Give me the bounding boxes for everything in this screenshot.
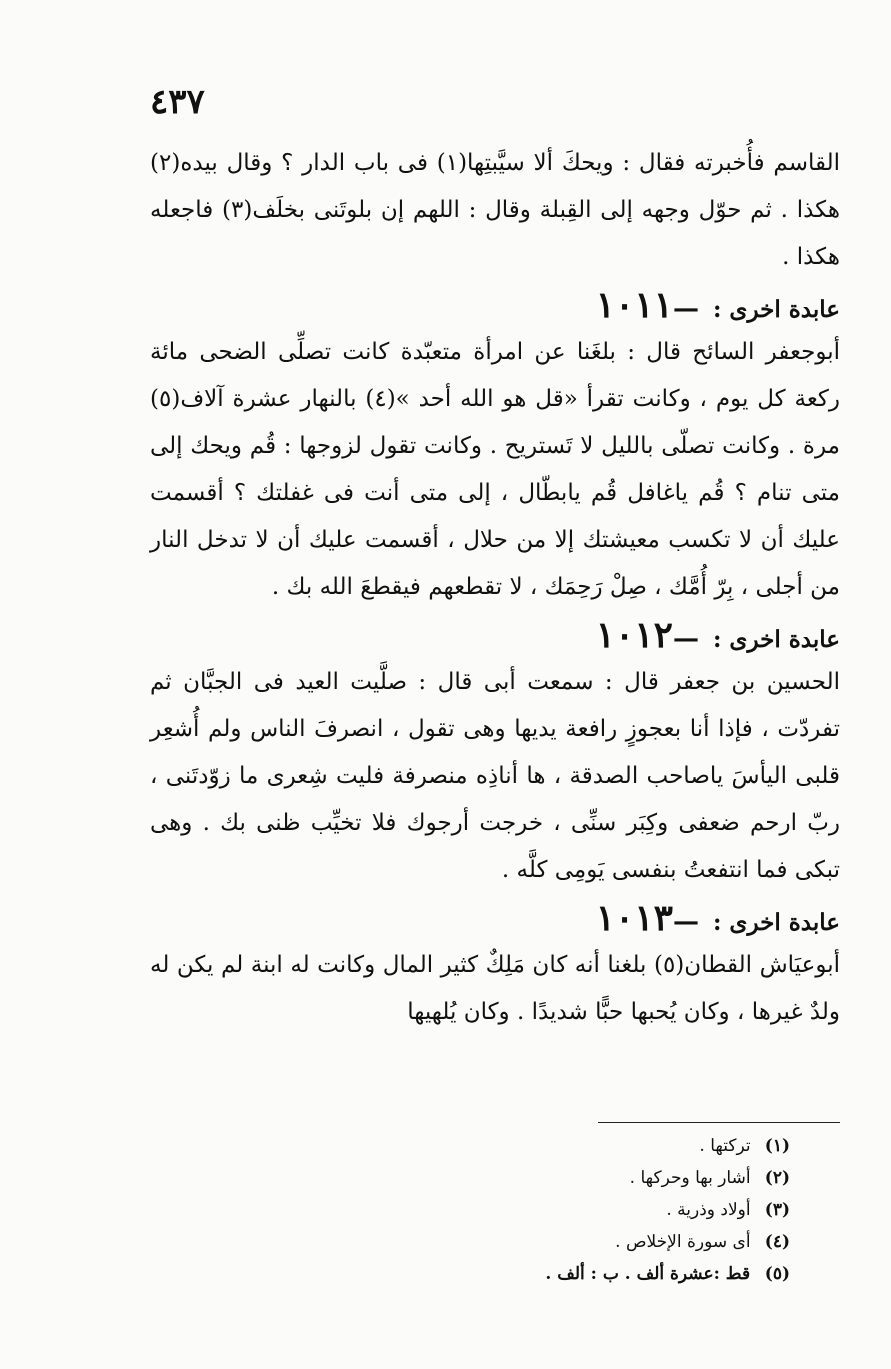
- footnote-text: أولاد وذرية .: [666, 1200, 751, 1220]
- entry-number: ١٠١١: [595, 284, 673, 326]
- footnotes: [430, 1130, 790, 1290]
- footnote-number: (٣): [764, 1200, 790, 1220]
- footnote-number: (٥): [764, 1264, 790, 1284]
- entry-dash: —: [672, 294, 699, 324]
- entry-text-1013: أبوعيَاش القطان(٥) بلغنا أنه كان مَلِكٌ كثير المال وكانت له ابنة لم يكن له ولدٌ غيرها ، وكان يُحبها حبًّا شديدًا . وكان يُلهيها: [150, 952, 840, 1025]
- entry-number: ١٠١٣: [595, 897, 673, 939]
- footnote-text: أى سورة الإخلاص .: [615, 1232, 751, 1252]
- entry-number: ١٠١٢: [595, 614, 673, 656]
- footnote-1: [430, 1130, 790, 1162]
- footnote-text: قط :عشرة ألف . ب : ألف .: [545, 1264, 751, 1284]
- entry-heading-1011: [150, 281, 840, 329]
- footnote-number: (٤): [764, 1232, 790, 1252]
- footnote-5: [430, 1258, 790, 1290]
- footnote-number: (١): [764, 1136, 790, 1156]
- intro-paragraph: القاسم فأُخبرته فقال : ويحكَ ألا سيَّبتِها(١) فى باب الدار ؟ وقال بيده(٢) هكذا . ثم حوّل وجهه إلى القِبلة وقال : اللهم إن بلوتَنى بخلَف(٣) فاجعله هكذا .: [150, 150, 841, 270]
- footnote-text: أشار بها وحركها .: [629, 1168, 751, 1188]
- entry-heading-1013: [150, 894, 840, 942]
- footnote-3: [430, 1194, 790, 1226]
- entry-title: عابدة اخرى :: [712, 626, 840, 653]
- entry-text-1012: الحسين بن جعفر قال : سمعت أبى قال : صلَّيت العيد فى الجبَّان ثم تفردّت ، فإذا أنا بعجوزٍ رافعة يديها وهى تقول ، انصرفَ الناس ولم أُشعِر قلبى اليأسَ ياصاحب الصدقة ، ها أناذِه منصرفة فليت شِعرى ما زوّدتَنى ، ربّ ارحم ضعفى وكِبَر سنِّى ، خرجت أرجوك فلا تخيِّب ظنى بك . وهى تبكى فما انتفعتُ بنفسى يَومِى كلَّه .: [150, 669, 840, 883]
- page-number: ٤٣٧: [150, 82, 205, 122]
- footnote-text: تركتها .: [699, 1136, 751, 1156]
- footnote-divider: [598, 1122, 840, 1123]
- entry-title: عابدة اخرى :: [712, 296, 840, 323]
- entry-title: عابدة اخرى :: [712, 909, 840, 936]
- footnote-number: (٢): [764, 1168, 790, 1188]
- footnote-2: [430, 1162, 790, 1194]
- entry-dash: —: [672, 624, 699, 654]
- entry-text-1011: أبوجعفر السائح قال : بلغَنا عن امرأة متعبّدة كانت تصلِّى الضحى مائة ركعة كل يوم ، وكانت تقرأ «قل هو الله أحد »(٤) بالنهار عشرة آلاف(٥) مرة . وكانت تصلّى بالليل لا تَستريح . وكانت تقول لزوجها : قُم ويحك إلى متى تنام ؟ قُم ياغافل قُم يابطّال ، إلى متى أنت فى غفلتك ؟ أقسمت عليك أن لا تكسب معيشتك إلا من حلال ، أقسمت عليك أن لا تدخل النار من أجلى ، بِرّ أُمَّك ، صِلْ رَحِمَك ، لا تقطعهم فيقطعَ الله بك .: [150, 339, 840, 600]
- entry-dash: —: [672, 907, 699, 937]
- page-body: [150, 140, 840, 1036]
- entry-heading-1012: [150, 611, 840, 659]
- footnote-4: [430, 1226, 790, 1258]
